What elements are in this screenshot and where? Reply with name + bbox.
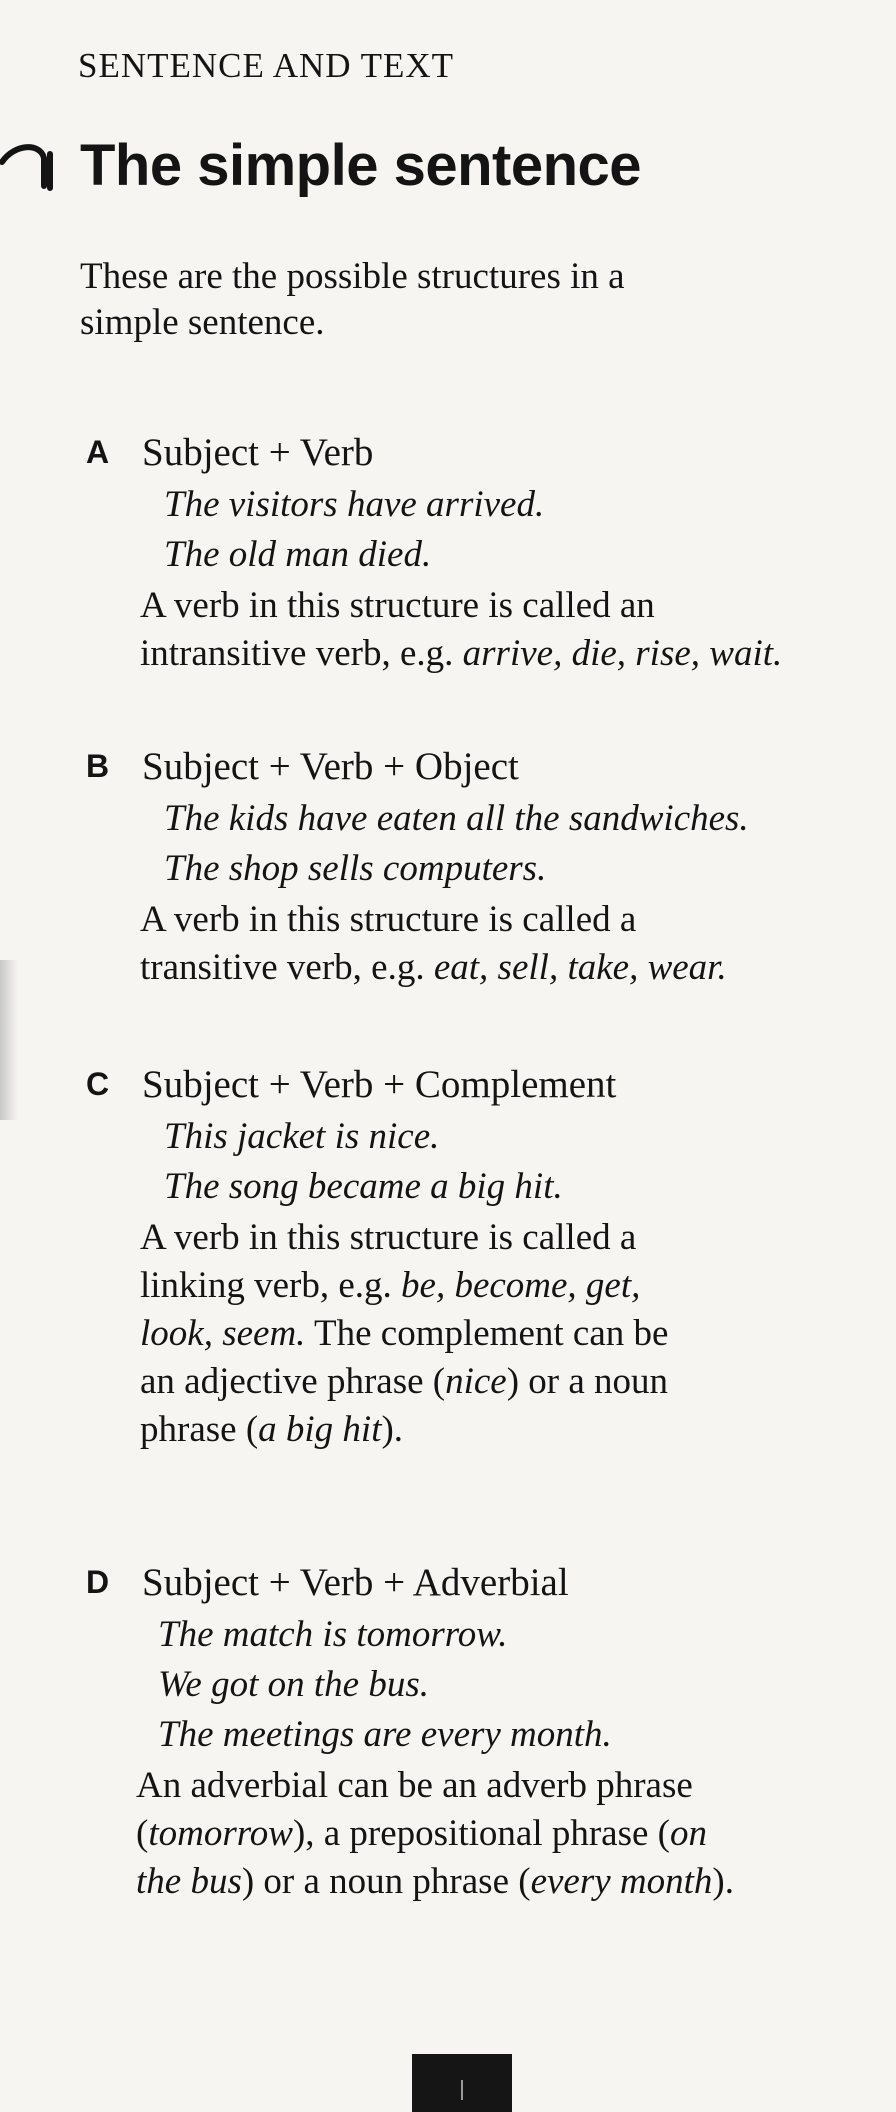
section-letter: B [86, 748, 110, 784]
note-text: ( [136, 1813, 149, 1854]
note-text: ) or a noun phrase ( [241, 1861, 531, 1902]
example-sentence: The visitors have arrived. [164, 484, 545, 525]
section-letter: A [86, 434, 110, 470]
page-tab-mark [461, 2080, 463, 2100]
section-letter: D [86, 1564, 110, 1600]
note-line: An adverbial can be an adverb phrase [136, 1765, 693, 1806]
note-line: A verb in this structure is called a [140, 1217, 637, 1258]
section-heading: Subject + Verb + Complement [142, 1063, 617, 1106]
example-list [164, 1112, 563, 1212]
section-heading: Subject + Verb + Object [142, 745, 519, 788]
example-list [164, 480, 544, 580]
note-text: intransitive verb, e.g. [140, 633, 463, 674]
section-heading: Subject + Verb [142, 431, 374, 474]
example-sentence: The old man died. [164, 534, 432, 575]
note-line [136, 1858, 876, 1906]
section-heading: Subject + Verb + Adverbial [142, 1561, 569, 1604]
example-sentence: This jacket is nice. [164, 1116, 440, 1157]
example-list [158, 1610, 612, 1760]
note-example-words: a big hit [258, 1409, 382, 1450]
note-example-words: nice [445, 1361, 507, 1402]
note-line: A verb in this structure is called a [140, 899, 637, 940]
section-number-mark-icon [0, 138, 62, 198]
section-letter: C [86, 1066, 110, 1102]
note-line [140, 1310, 880, 1358]
section-note [136, 1762, 876, 1906]
example-sentence: The kids have eaten all the sandwiches. [164, 798, 749, 839]
example-sentence: The meetings are every month. [158, 1714, 612, 1755]
note-text: ), a prepositional phrase ( [292, 1813, 671, 1854]
note-line [140, 630, 880, 678]
example-sentence: The match is tomorrow. [158, 1614, 508, 1655]
note-example-words: every month [530, 1861, 713, 1902]
note-text: ). [712, 1861, 734, 1902]
running-head: SENTENCE AND TEXT [78, 46, 455, 85]
note-text: The complement can be [305, 1313, 669, 1354]
note-text: phrase ( [140, 1409, 259, 1450]
note-line [140, 1262, 880, 1310]
note-example-words: be, become, get, [401, 1265, 641, 1306]
note-text: an adjective phrase ( [140, 1361, 446, 1402]
section-note [140, 1214, 880, 1454]
page-number-tab [412, 2054, 512, 2112]
intro-line: These are the possible structures in a [80, 256, 625, 297]
page-title: The simple sentence [80, 133, 642, 198]
note-text: ) or a noun [506, 1361, 669, 1402]
note-line [140, 1406, 880, 1454]
note-example-words: eat, sell, take, wear. [433, 947, 727, 988]
example-list [164, 794, 749, 894]
section-note [140, 582, 880, 678]
note-line [140, 1358, 880, 1406]
example-sentence: The song became a big hit. [164, 1166, 563, 1207]
note-text: ). [381, 1409, 404, 1450]
note-line: A verb in this structure is called an [140, 585, 655, 626]
note-text: transitive verb, e.g. [140, 947, 434, 988]
example-sentence: The shop sells computers. [164, 848, 547, 889]
intro-paragraph [80, 254, 820, 346]
example-sentence: We got on the bus. [158, 1664, 429, 1705]
note-line [136, 1810, 876, 1858]
note-example-words: tomorrow [148, 1813, 293, 1854]
page-edge-shadow [0, 960, 18, 1120]
section-note [140, 896, 880, 992]
note-example-words: the bus [136, 1861, 242, 1902]
note-example-words: on [670, 1813, 708, 1854]
note-line [140, 944, 880, 992]
note-example-words: look, seem. [140, 1313, 306, 1354]
note-text: linking verb, e.g. [140, 1265, 402, 1306]
note-example-words: arrive, die, rise, wait. [462, 633, 783, 674]
intro-line: simple sentence. [80, 302, 325, 343]
